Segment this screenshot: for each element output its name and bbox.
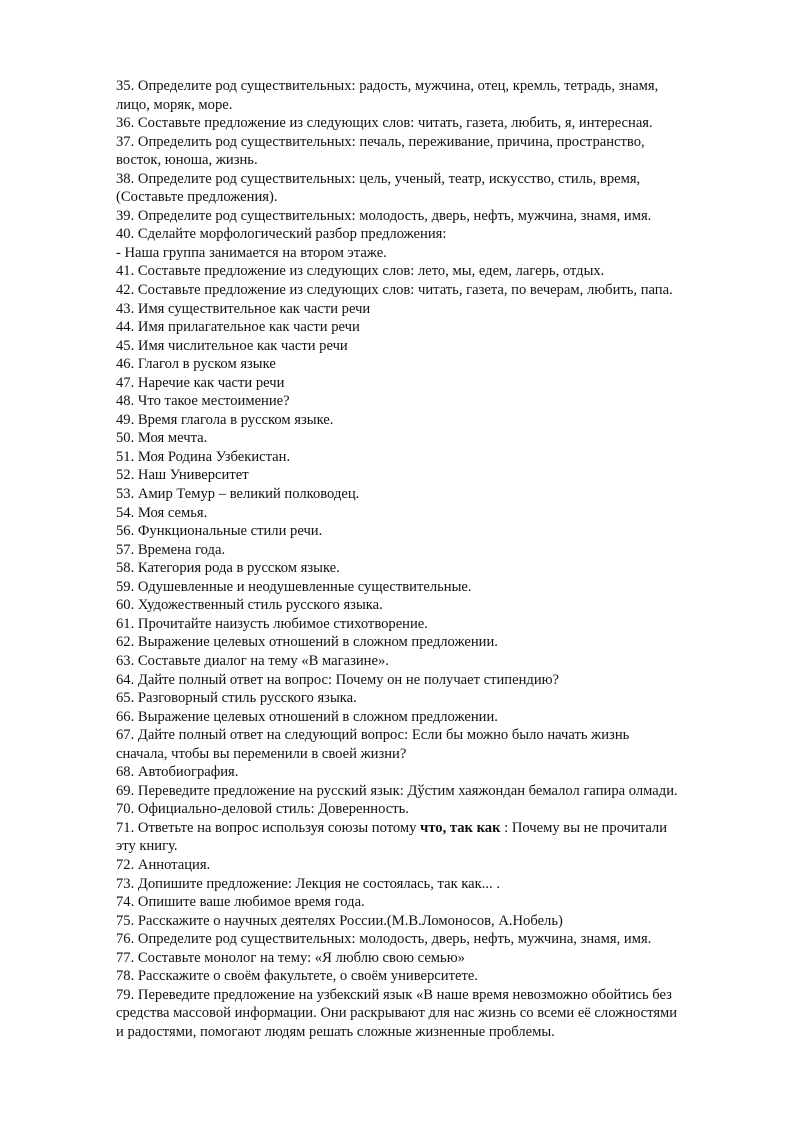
question-text-line: Наречие как части речи: [137, 374, 285, 391]
question-number: 63.: [116, 652, 135, 669]
question-number: 41.: [116, 263, 135, 280]
question-text-line: Моя мечта.: [137, 430, 208, 447]
question-text-line: Определите род существительных: цель, ученый, театр, искусство, стиль, время,: [137, 170, 641, 187]
question-item: [116, 170, 756, 207]
question-text-line: Определите род существительных: молодость, дверь, нефть, мужчина, знамя, имя.: [137, 207, 652, 224]
question-item: [116, 819, 756, 856]
question-item: [116, 912, 756, 931]
question-number: 57.: [116, 541, 135, 558]
question-number: 69.: [116, 782, 135, 799]
question-item: [116, 708, 756, 727]
question-item: [116, 392, 756, 411]
question-item: [116, 300, 756, 319]
question-item: [116, 689, 756, 708]
question-text-line: Времена года.: [137, 541, 226, 558]
question-number: 64.: [116, 671, 135, 688]
question-text-line: Автобиография.: [137, 764, 239, 781]
question-text-line: Составьте диалог на тему «В магазине».: [137, 652, 389, 669]
question-text-line: сначала, чтобы вы переменили в своей жизни?: [116, 745, 407, 762]
question-text-line: Опишите ваше любимое время года.: [137, 894, 365, 911]
question-number: 45.: [116, 337, 135, 354]
question-item: [116, 485, 756, 504]
question-item: [116, 225, 756, 262]
question-text-bold: что, так как: [420, 819, 501, 836]
question-text-line: Время глагола в русском языке.: [137, 411, 334, 428]
question-text-line: Дайте полный ответ на вопрос: Почему он не получает стипендию?: [137, 671, 560, 688]
question-number: 76.: [116, 931, 135, 948]
question-number: 74.: [116, 894, 135, 911]
question-item: [116, 671, 756, 690]
question-text-line: (Составьте предложения).: [116, 189, 278, 206]
question-item: [116, 207, 756, 226]
question-number: 61.: [116, 615, 135, 632]
question-item: [116, 77, 756, 114]
question-text-line: Прочитайте наизусть любимое стихотворение.: [137, 615, 428, 632]
question-number: 54.: [116, 504, 135, 521]
question-number: 50.: [116, 430, 135, 447]
question-text-line: Определите род существительных: радость, мужчина, отец, кремль, тетрадь, знамя,: [137, 78, 659, 94]
question-item: [116, 893, 756, 912]
question-text-line: Составьте предложение из следующих слов: читать, газета, по вечерам, любить, папа.: [137, 282, 673, 299]
question-number: 44.: [116, 319, 135, 336]
question-number: 39.: [116, 207, 135, 224]
question-item: [116, 967, 756, 986]
question-item: [116, 633, 756, 652]
question-item: [116, 782, 756, 801]
question-item: [116, 726, 756, 763]
question-item: [116, 930, 756, 949]
question-text-line: Амир Темур – великий полководец.: [137, 486, 360, 503]
question-item: [116, 114, 756, 133]
question-item: [116, 429, 756, 448]
question-text-line: Определите род существительных: молодость, дверь, нефть, мужчина, знамя, имя.: [137, 931, 652, 948]
question-number: 52.: [116, 467, 135, 484]
question-text-line: Имя числительное как части речи: [137, 337, 348, 354]
question-text-line: Разговорный стиль русского языка.: [137, 690, 357, 707]
question-item: [116, 763, 756, 782]
question-number: 67.: [116, 727, 135, 744]
question-number: 68.: [116, 764, 135, 781]
question-text-line: восток, юноша, жизнь.: [116, 152, 258, 169]
question-number: 77.: [116, 949, 135, 966]
question-item: [116, 856, 756, 875]
question-text-line: Одушевленные и неодушевленные существительные.: [137, 578, 472, 595]
question-item: [116, 355, 756, 374]
question-text-line: Составьте предложение из следующих слов: читать, газета, любить, я, интересная.: [137, 115, 653, 132]
question-item: [116, 596, 756, 615]
question-text-line: Наш Университет: [137, 467, 249, 484]
question-item: [116, 986, 756, 1042]
question-text-line: Дайте полный ответ на следующий вопрос: Если бы можно было начать жизнь: [137, 727, 630, 744]
question-number: 56.: [116, 523, 135, 540]
question-text-line: Переведите предложение на узбекский язык «В наше время невозможно обойтись без: [137, 986, 672, 1003]
question-number: 46.: [116, 356, 135, 373]
question-item: [116, 875, 756, 894]
question-item: [116, 504, 756, 523]
question-item: [116, 949, 756, 968]
question-text: : Почему вы не прочитали: [500, 819, 668, 836]
question-number: 79.: [116, 986, 135, 1003]
question-text-line: Составьте предложение из следующих слов: лето, мы, едем, лагерь, отдых.: [137, 263, 605, 280]
question-text-line: эту книгу.: [116, 838, 178, 855]
question-item: [116, 374, 756, 393]
question-text-line: лицо, моряк, море.: [116, 96, 233, 113]
question-item: [116, 800, 756, 819]
question-text-line: Допишите предложение: Лекция не состоялась, так как... .: [137, 875, 500, 892]
question-text-line: Глагол в руском языке: [137, 356, 276, 373]
question-text-line: Выражение целевых отношений в сложном предложении.: [137, 634, 498, 651]
question-number: 72.: [116, 856, 135, 873]
question-text-line: Составьте монолог на тему: «Я люблю свою семью»: [137, 949, 465, 966]
question-item: [116, 652, 756, 671]
question-item: [116, 133, 756, 170]
question-number: 40.: [116, 226, 135, 243]
question-item: [116, 262, 756, 281]
question-number: 47.: [116, 374, 135, 391]
question-number: 78.: [116, 968, 135, 985]
question-text-line: Функциональные стили речи.: [137, 523, 323, 540]
question-text-line: Переведите предложение на русский язык: Дўстим хаяжондан бемалол гапира олмади.: [137, 782, 678, 799]
question-item: [116, 615, 756, 634]
question-number: 38.: [116, 170, 135, 187]
question-item: [116, 281, 756, 300]
question-text-line: Художественный стиль русского языка.: [137, 597, 383, 614]
question-text-line: Расскажите о своём факультете, о своём университете.: [137, 968, 478, 985]
question-number: 65.: [116, 690, 135, 707]
question-number: 71.: [116, 819, 135, 836]
question-item: [116, 448, 756, 467]
question-number: 70.: [116, 801, 135, 818]
question-item: [116, 411, 756, 430]
question-text-line: Сделайте морфологический разбор предложения:: [137, 226, 447, 243]
question-text-line: средства массовой информации. Они раскрывают для нас жизнь со всеми её сложностями: [116, 1005, 678, 1022]
question-text-line: Официально-деловой стиль: Доверенность.: [137, 801, 409, 818]
question-item: [116, 578, 756, 597]
question-item: [116, 337, 756, 356]
question-number: 42.: [116, 282, 135, 299]
question-number: 43.: [116, 300, 135, 317]
question-number: 37.: [116, 133, 135, 150]
question-text-line: и радостями, помогают людям решать сложные жизненные проблемы.: [116, 1023, 555, 1040]
question-text-line: Моя семья.: [137, 504, 208, 521]
question-number: 35.: [116, 78, 135, 94]
question-text-line: Имя прилагательное как части речи: [137, 319, 360, 336]
question-text-line: Аннотация.: [137, 856, 211, 873]
question-number: 59.: [116, 578, 135, 595]
question-text-line: Расскажите о научных деятелях России.(М.В.Ломоносов, А.Нобель): [137, 912, 563, 929]
question-number: 60.: [116, 597, 135, 614]
question-number: 66.: [116, 708, 135, 725]
question-number: 53.: [116, 486, 135, 503]
question-text-line: Категория рода в русском языке.: [137, 560, 340, 577]
question-number: 48.: [116, 393, 135, 410]
question-text-line: Выражение целевых отношений в сложном предложении.: [137, 708, 498, 725]
question-item: [116, 559, 756, 578]
question-item: [116, 318, 756, 337]
question-number: 62.: [116, 634, 135, 651]
question-text: Ответьте на вопрос используя союзы потому: [137, 819, 421, 836]
question-item: [116, 522, 756, 541]
question-number: 49.: [116, 411, 135, 428]
question-text-line: Что такое местоимение?: [137, 393, 290, 410]
question-list: [116, 77, 756, 1041]
question-item: [116, 541, 756, 560]
question-number: 51.: [116, 448, 135, 465]
question-text-line: Имя существительное как части речи: [137, 300, 371, 317]
question-number: 73.: [116, 875, 135, 892]
question-number: 75.: [116, 912, 135, 929]
question-text-line: - Наша группа занимается на втором этаже.: [116, 244, 387, 261]
question-item: [116, 466, 756, 485]
question-text-line: Определить род существительных: печаль, переживание, причина, пространство,: [137, 133, 645, 150]
question-number: 36.: [116, 115, 135, 132]
question-text-line: Моя Родина Узбекистан.: [137, 448, 291, 465]
question-number: 58.: [116, 560, 135, 577]
